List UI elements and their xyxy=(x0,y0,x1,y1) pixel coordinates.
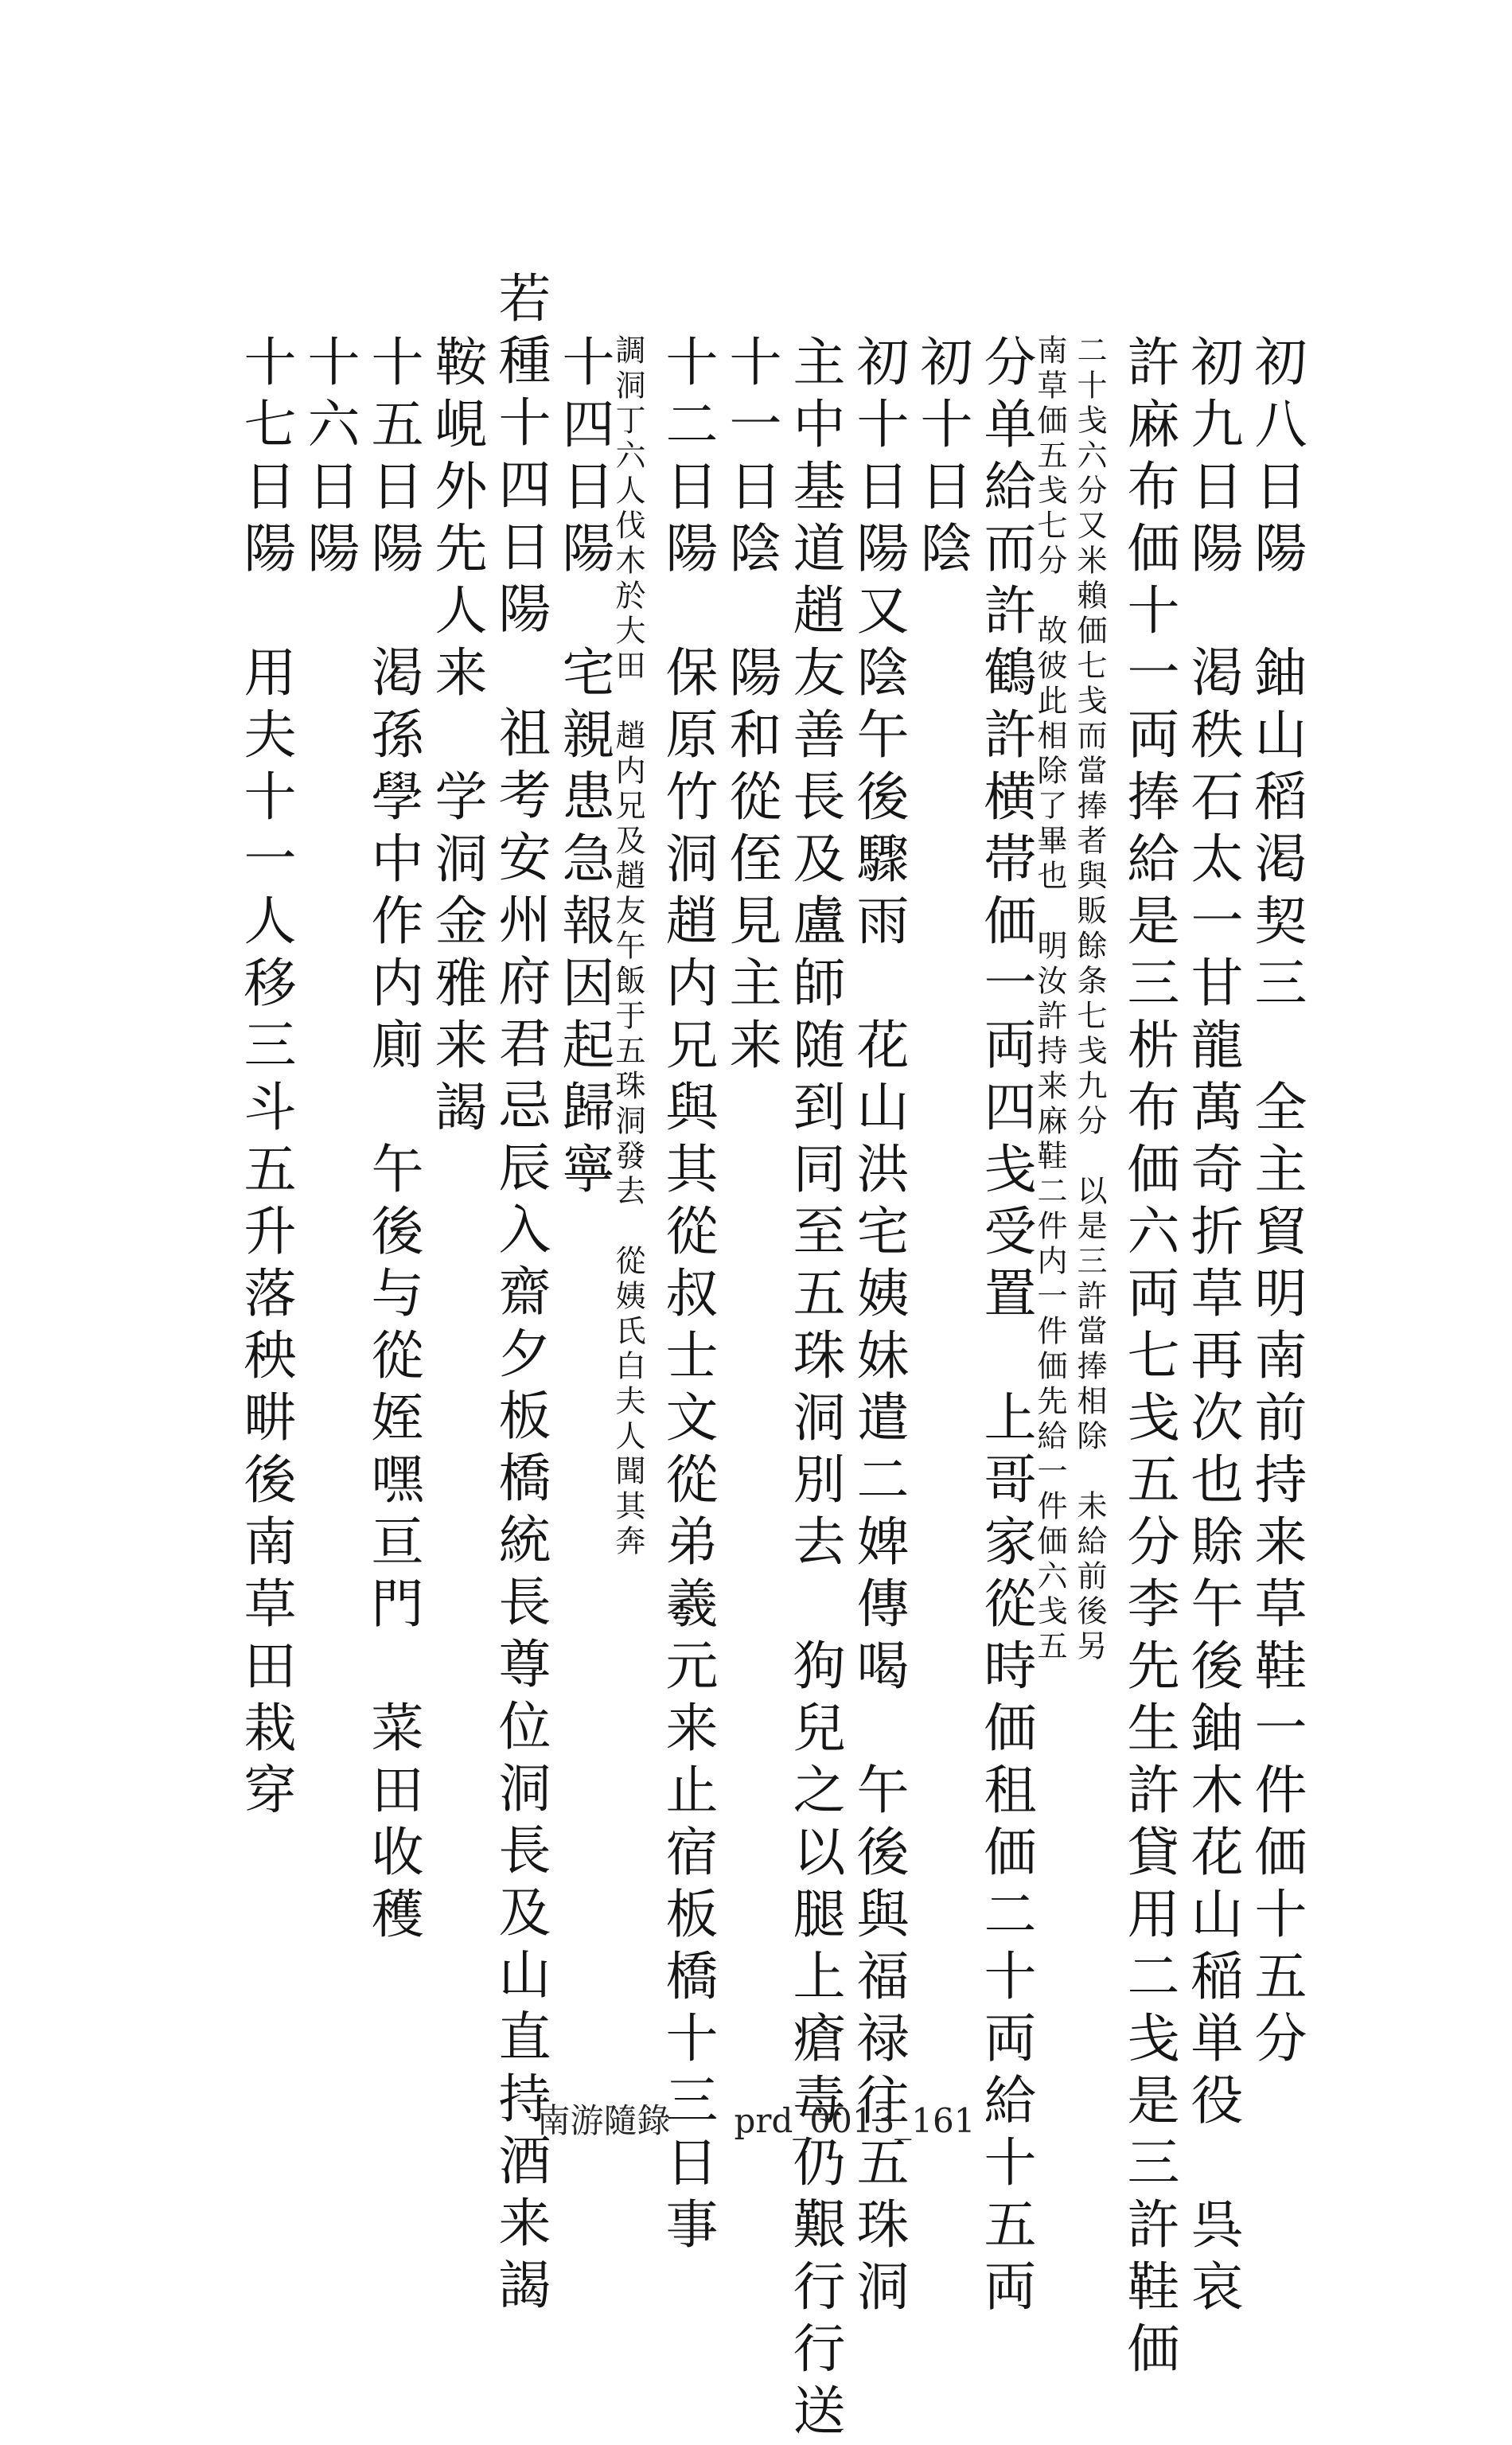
text-column: 十二日陽 保原竹洞趙内兄與其從叔士文從弟羲元来止宿板橋十三日事 xyxy=(657,334,718,2259)
text-column: 鞍峴外先人来 学洞金雅来謁 xyxy=(426,334,487,1141)
text-column: 許麻布価十一両捧給是三㭊布価六両七戋五分李先生許貸用二戋是三許鞋価 xyxy=(1118,334,1179,2383)
book-title: 南游隨錄 xyxy=(536,2101,671,2140)
text-column: 初九日陽 渇秩石太一甘龍萬奇折草再次也賖午後鈾木花山稲単役 呉哀 xyxy=(1182,334,1243,2321)
text-column: 十四日陽 宅親患急報因起歸寧 xyxy=(553,334,614,1203)
text-column: 調洞丁六人伐木於大田 趙内兄及趙友午飯于五珠洞發去 從姨氏白夫人聞其奔 xyxy=(610,334,645,1560)
page-footer xyxy=(0,2095,1512,2143)
text-column: 十六日陽 xyxy=(298,334,360,583)
text-column: 初十日陽又陰午後驟雨 花山洪宅姨妹遣二婢傳喝 午後與福禄往五珠洞 xyxy=(848,334,909,2321)
text-column: 初八日陽 鈾山稻渇契三 全主貿明南前持来草鞋一件価十五分 xyxy=(1245,334,1307,2073)
text-column: 南草価五戋七分 故彼此相除了畢也 明汝許持来麻鞋二件内一件価先給一件価六戋五 xyxy=(1032,334,1067,1665)
text-column: 分单給而許鶴許横帯価一両四戋受置 上哥家從時価租価二十両給十五両 xyxy=(975,334,1036,2321)
text-column: 主中基道趙友善長及盧師随到同至五珠洞別去 狗兒之以腿上瘡毒仍艱行行送 xyxy=(784,334,845,2445)
text-column: 若種十四日陽 祖考安州府君忌辰入齋夕板橋統長尊位洞長及山直持酒来謁 xyxy=(489,271,551,2319)
page-id: prd_0013_161 xyxy=(734,2101,976,2140)
text-column: 初十日陰 xyxy=(911,334,972,583)
text-column: 十一日陰 陽和從侄見主来 xyxy=(720,334,781,1079)
text-column: 十七日陽 用夫十一人移三斗五升落秧畊後南草田栽穿 xyxy=(235,334,296,1824)
text-column: 二十戋六分又米賴価七戋而當捧者與販餘条七戋九分 以是三許當捧相除 未給前後另 xyxy=(1072,334,1107,1665)
text-column: 十五日陽 渇孫學中作内廁 午後与從姪嘿亘門 菜田收穫 xyxy=(362,334,423,1948)
